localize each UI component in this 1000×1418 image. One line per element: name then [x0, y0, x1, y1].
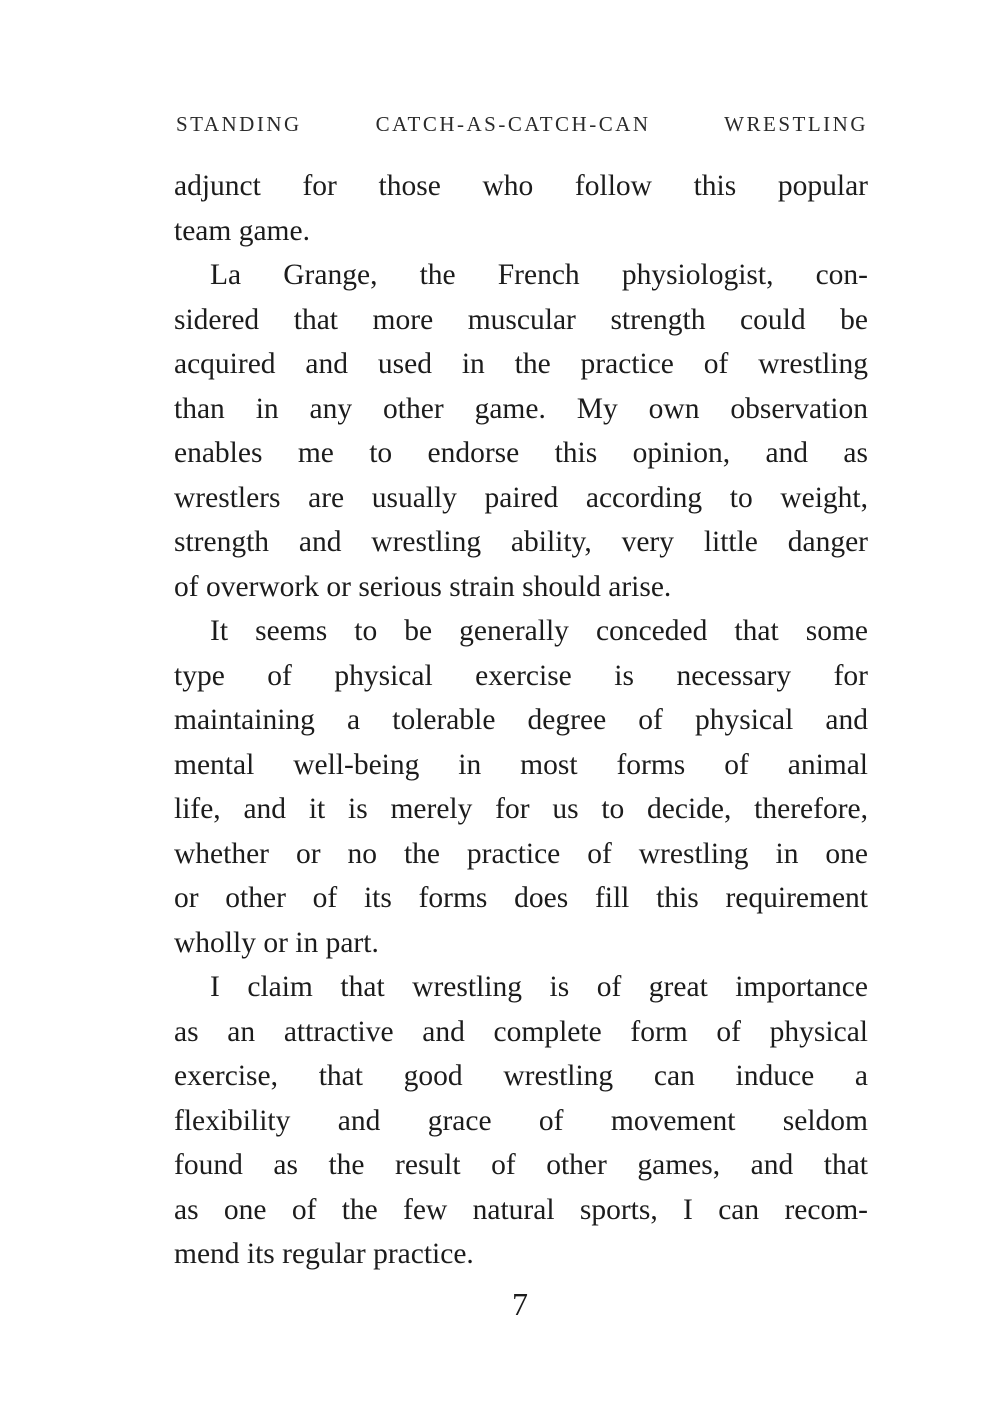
text-line: as one of the few natural sports, I can recom-	[174, 1193, 868, 1226]
text-line: wholly or in part.	[174, 926, 379, 959]
paragraph	[174, 164, 868, 253]
text-line: mental well-being in most forms of animal	[174, 748, 868, 781]
text-line: exercise, that good wrestling can induce a	[174, 1060, 868, 1092]
text-line: sidered that more muscular strength could be	[174, 303, 868, 336]
text-line: found as the result of other games, and that	[174, 1149, 868, 1181]
text-line: It seems to be generally conceded that some	[210, 615, 868, 647]
text-line: mend its regular practice.	[174, 1238, 474, 1270]
paragraph	[174, 253, 868, 609]
text-line: life, and it is merely for us to decide, therefore,	[174, 793, 868, 825]
text-line: team game.	[174, 214, 310, 247]
running-head: STANDING CATCH-AS-CATCH-CAN WRESTLING	[176, 112, 868, 136]
text-line: or other of its forms does fill this requirement	[174, 882, 868, 914]
body-text	[174, 164, 868, 1277]
text-line: flexibility and grace of movement seldom	[174, 1104, 868, 1137]
text-line: La Grange, the French physiologist, con-	[210, 259, 868, 291]
text-line: enables me to endorse this opinion, and as	[174, 437, 868, 469]
text-line: I claim that wrestling is of great importance	[210, 971, 868, 1003]
text-line: of overwork or serious strain should arise.	[174, 570, 672, 603]
text-line: than in any other game. My own observation	[174, 392, 868, 425]
text-line: adjunct for those who follow this popular	[174, 170, 868, 202]
page-number: 7	[512, 1286, 528, 1322]
paragraph	[174, 609, 868, 965]
text-line: maintaining a tolerable degree of physical and	[174, 704, 868, 736]
text-line: type of physical exercise is necessary for	[174, 659, 868, 692]
text-line: whether or no the practice of wrestling in one	[174, 837, 868, 870]
text-line: acquired and used in the practice of wrestling	[174, 348, 868, 380]
text-line: strength and wrestling ability, very little danger	[174, 526, 868, 558]
text-line: wrestlers are usually paired according to weight,	[174, 481, 868, 514]
paragraph	[174, 965, 868, 1277]
text-line: as an attractive and complete form of physical	[174, 1015, 868, 1048]
